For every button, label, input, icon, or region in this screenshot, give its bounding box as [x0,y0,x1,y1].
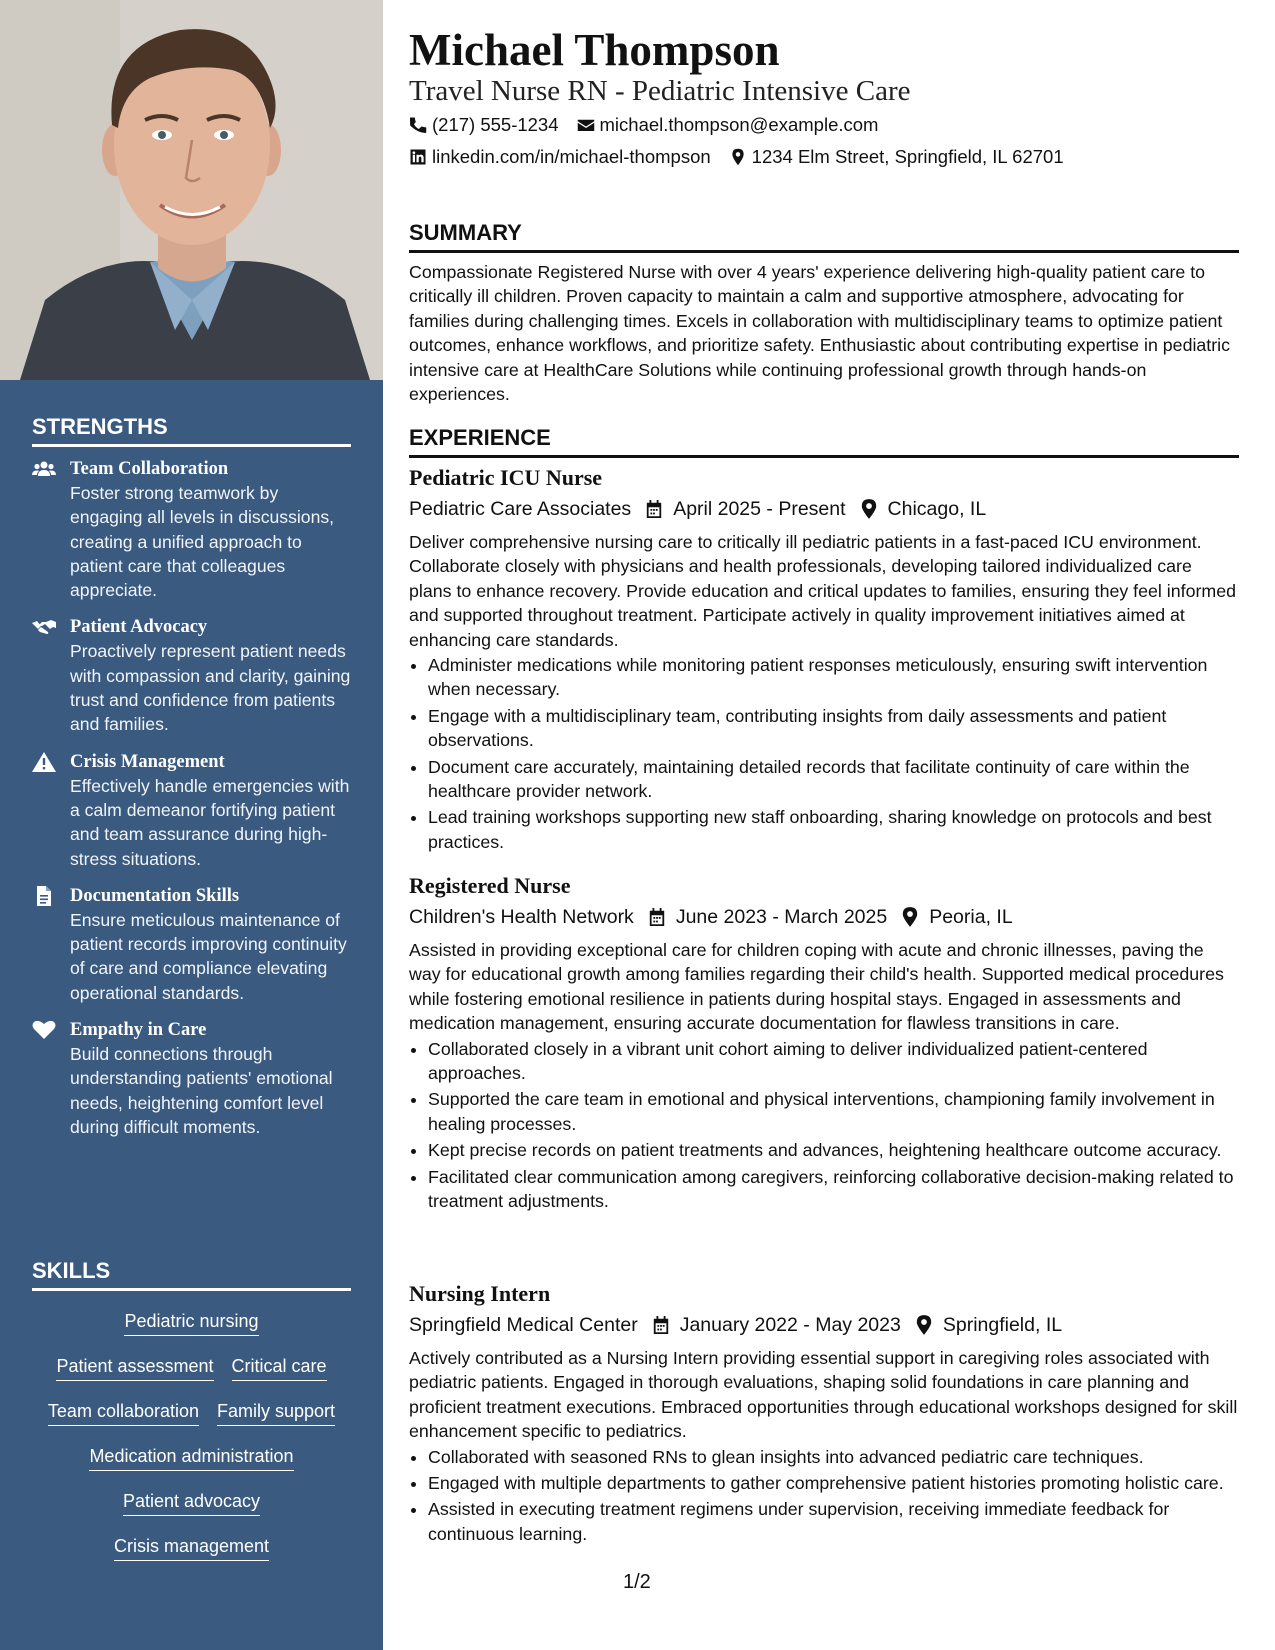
profile-photo [0,0,383,380]
job-meta [409,1312,1239,1338]
strength-title: Patient Advocacy [70,617,208,638]
strength-item [32,615,351,736]
document-icon [32,884,70,1005]
job-dates: April 2025 - Present [673,498,846,520]
strength-item [32,884,351,1005]
email-address: michael.thompson@example.com [599,114,879,135]
calendar-icon [652,1315,670,1335]
skill-tag: Family support [217,1399,335,1426]
phone-contact[interactable] [409,113,559,137]
strengths-section [32,414,351,1139]
job-bullet: • Engaged with multiple departments to gather comprehensive patient histories promoting holistic care. [428,1471,1239,1495]
strength-description: Build connections through understanding patients' emotional needs, heightening comfort level during difficult moments. [70,1044,333,1137]
job-bullet: • Kept precise records on patient treatments and advances, heightening healthcare outcome accuracy. [428,1138,1239,1162]
job-location: Chicago, IL [887,498,987,520]
skill-tag: Patient advocacy [123,1489,260,1516]
job-meta [409,496,1239,522]
skill-tag: Medication administration [89,1444,293,1471]
job-bullets [409,1037,1239,1214]
job-dates: January 2022 - May 2023 [679,1314,901,1336]
summary-text: Compassionate Registered Nurse with over 4 years' experience delivering high-quality patient care to critically ill children. Proven capacity to maintain a calm and supportive atmosphere, advocating for families during challenging times. Excels in collaboration with multidisciplinary teams to optimize patient outcomes, enhance workflows, and prioritize safety. Enthusiastic about contributing expertise in pediatric intensive care at HealthCare Solutions while continuing professional growth through hands-on experiences. [409,262,1231,405]
users-icon [32,457,70,602]
strengths-heading: STRENGTHS [32,414,351,447]
envelope-icon [577,116,595,134]
handshake-icon [32,615,70,736]
strength-title: Crisis Management [70,751,225,772]
strength-description: Foster strong teamwork by engaging all levels in discussions, creating a unified approach to patient care that colleagues appreciate. [70,483,335,601]
strength-title: Empathy in Care [70,1020,207,1041]
job-bullet: • Collaborated closely in a vibrant unit cohort aiming to deliver individualized patient-centered approaches. [428,1037,1239,1086]
job-bullet: • Administer medications while monitoring patient responses meticulously, ensuring swift intervention when necessary. [428,653,1239,702]
job-bullet: • Facilitated clear communication among caregivers, reinforcing collaborative decision-making related to treatment adjustments. [428,1165,1239,1214]
calendar-icon [648,907,666,927]
linkedin-url: linkedin.com/in/michael-thompson [432,146,711,167]
job-title: Nursing Intern [409,1281,551,1306]
job-bullet: • Lead training workshops supporting new staff onboarding, sharing knowledge on protocols and best practices. [428,805,1239,854]
sidebar [0,0,383,1650]
contact-row-1 [409,113,896,137]
warning-icon [32,750,70,871]
experience-entry [409,872,1239,1215]
contact-row-2 [409,145,1082,169]
email-contact[interactable] [577,113,879,137]
job-meta [409,904,1239,930]
experience-entry [409,464,1239,856]
strength-item [32,1018,351,1139]
experience-entry [409,1280,1239,1548]
strength-title: Documentation Skills [70,885,240,906]
job-title: Pediatric ICU Nurse [409,465,603,490]
job-description: Actively contributed as a Nursing Intern providing essential support in caregiving roles associated with pediatric patients. Engaged in thorough evaluations, shaping solid foundations in care planning and proficient treatment executions. Embraced opportunities through educational workshops designed for skill enhancement specific to pediatrics. [409,1348,1238,1442]
location-pin-icon [729,148,747,166]
job-bullet: • Engage with a multidisciplinary team, contributing insights from daily assessments and patient observations. [428,704,1239,753]
skill-tag: Critical care [232,1354,327,1381]
job-bullets [409,1445,1239,1547]
job-bullet: • Assisted in executing treatment regimens under supervision, receiving immediate feedback for continuous learning. [428,1497,1239,1546]
address-contact [729,145,1064,169]
strength-description: Proactively represent patient needs with compassion and clarity, gaining trust and confidence from patients and families. [70,641,351,735]
job-bullet: • Collaborated with seasoned RNs to glean insights into advanced pediatric care techniques. [428,1445,1239,1469]
location-pin-icon [860,499,878,519]
job-bullet: • Document care accurately, maintaining detailed records that facilitate continuity of care within the healthcare provider network. [428,755,1239,804]
home-address: 1234 Elm Street, Springfield, IL 62701 [751,146,1064,167]
candidate-headline: Travel Nurse RN - Pediatric Intensive Care [409,75,911,107]
strength-item [32,457,351,602]
heart-icon [32,1018,70,1139]
job-location: Peoria, IL [929,906,1013,928]
linkedin-icon [409,148,427,166]
company-name: Children's Health Network [409,906,634,928]
job-bullet: • Supported the care team in emotional and physical interventions, championing family involvement in healing processes. [428,1087,1239,1136]
job-description: Deliver comprehensive nursing care to critically ill pediatric patients in a fast-paced ICU environment. Collaborate closely with physicians and health professionals, developing tailored individualized care plans to enhance recovery. Provide education and critical updates to families, ensuring they feel informed and supported throughout treatment. Participate actively in quality improvement initiatives aimed at enhancing care standards. [409,532,1236,650]
skill-tag: Pediatric nursing [124,1309,258,1336]
location-pin-icon [915,1315,933,1335]
skill-tag: Crisis management [114,1534,269,1561]
location-pin-icon [901,907,919,927]
job-dates: June 2023 - March 2025 [675,906,888,928]
experience-heading: EXPERIENCE [409,424,1239,458]
company-name: Pediatric Care Associates [409,498,632,520]
job-title: Registered Nurse [409,873,571,898]
strength-title: Team Collaboration [70,459,229,479]
phone-icon [409,116,427,134]
linkedin-contact[interactable] [409,145,711,169]
strength-description: Effectively handle emergencies with a calm demeanor fortifying patient and team assurance during high-stress situations. [70,775,350,869]
job-bullets [409,653,1239,854]
page-number: 1/2 [623,1571,651,1593]
phone-number: (217) 555-1234 [432,114,559,135]
skills-heading: SKILLS [32,1258,351,1291]
job-description: Assisted in providing exceptional care for children coping with acute and chronic illnesses, paving the way for educational growth among families regarding their child's health. Supported medical procedures while fostering emotional resilience in patients during hospital stays. Engaged in assessments and medication management, ensuring accurate documentation for flawless transitions in care. [409,940,1224,1034]
summary-heading: SUMMARY [409,219,1239,253]
skills-section [32,1258,351,1569]
candidate-name: Michael Thompson [409,25,780,75]
company-name: Springfield Medical Center [409,1314,638,1336]
strength-description: Ensure meticulous maintenance of patient records improving continuity of care and compliance elevating operational standards. [70,909,347,1003]
skill-tag: Team collaboration [48,1399,199,1426]
calendar-icon [645,499,663,519]
skill-tag: Patient assessment [56,1354,213,1381]
job-location: Springfield, IL [942,1314,1063,1336]
skills-list [32,1299,351,1569]
strength-item [32,750,351,871]
